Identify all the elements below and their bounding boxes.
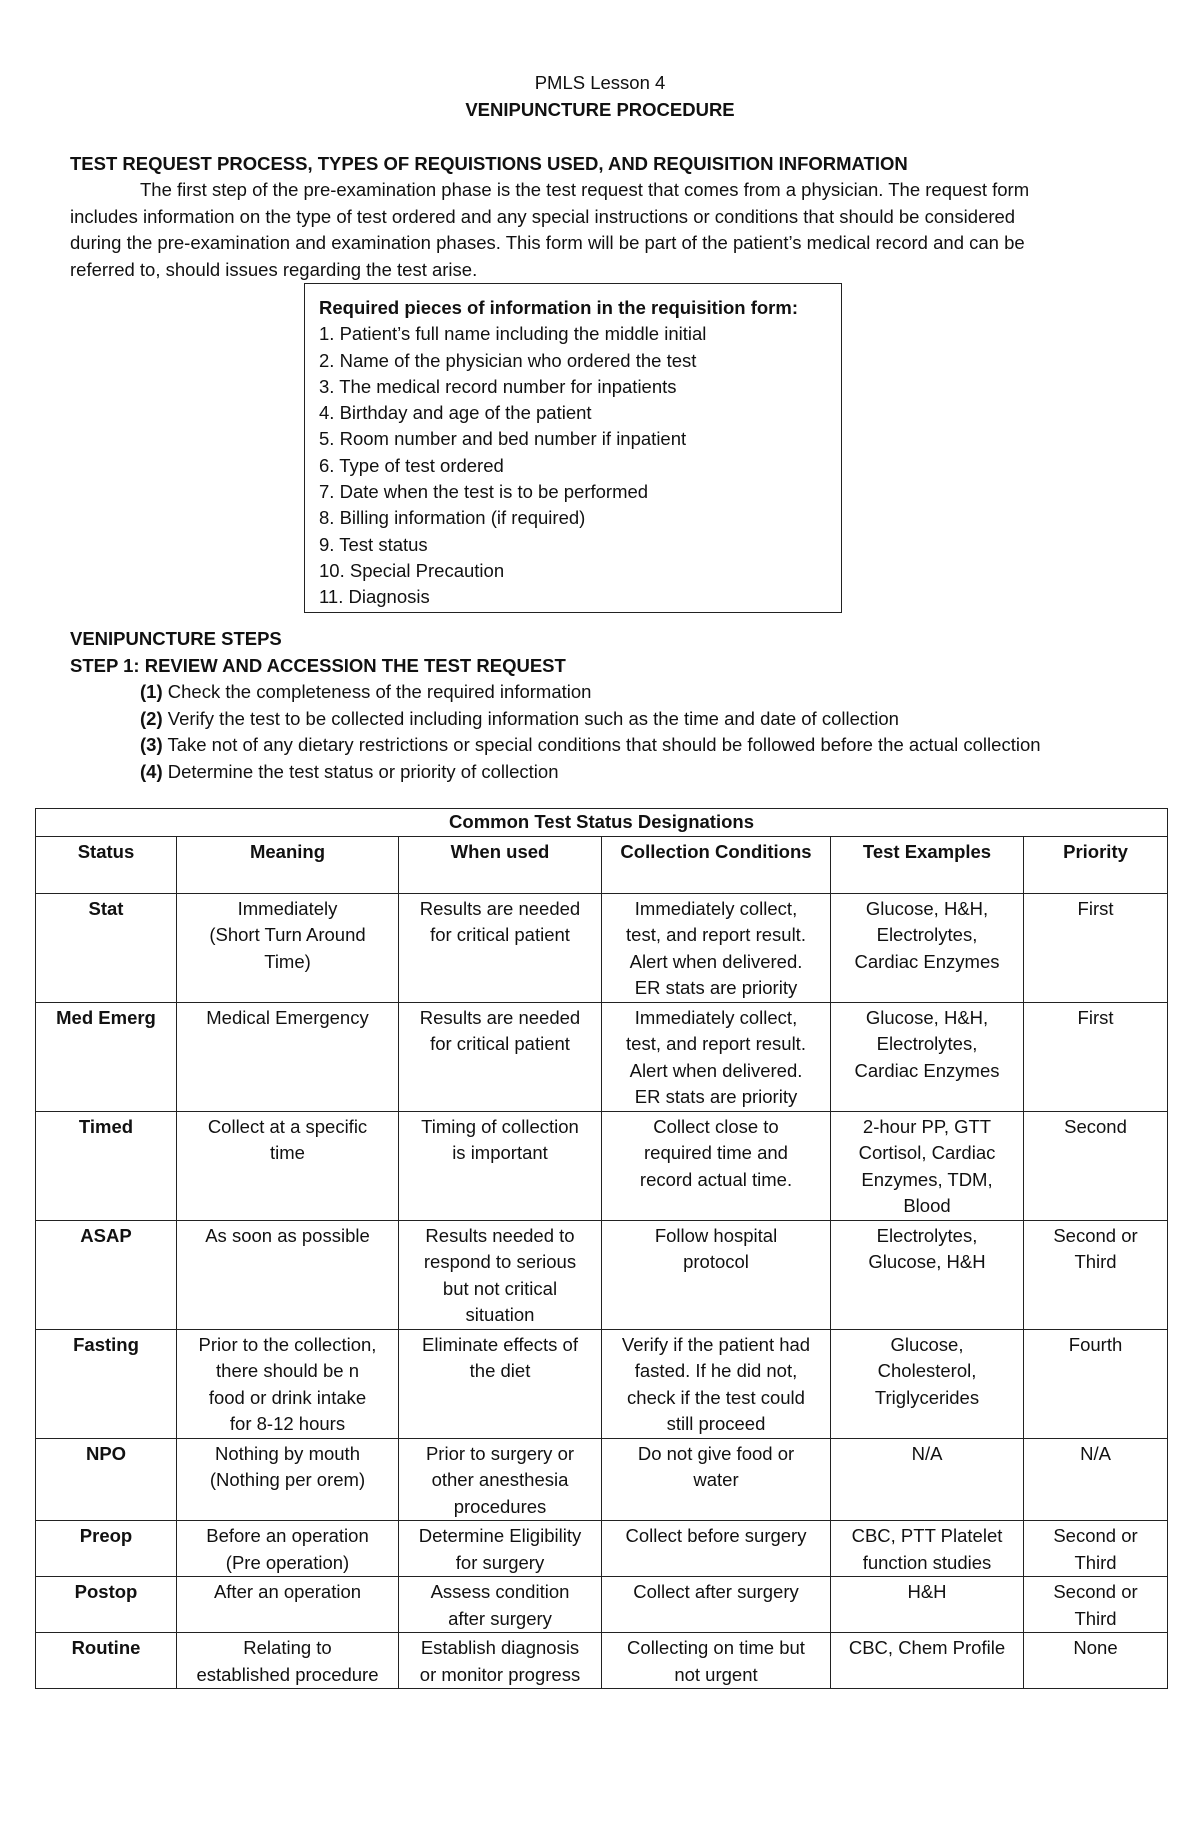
table-cell: CBC, Chem Profile <box>831 1633 1024 1689</box>
step-item-text: Determine the test status or priority of collection <box>167 760 559 782</box>
table-cell: Prior to surgery or other anesthesia procedures <box>399 1438 602 1521</box>
requisition-item: 10. Special Precaution <box>319 559 505 581</box>
table-cell: Relating to established procedure <box>177 1633 399 1689</box>
paragraph-line: The first step of the pre-examination phase is the test request that comes from a physician. The request form <box>140 179 1030 200</box>
status-cell: Routine <box>36 1633 177 1689</box>
page-title: VENIPUNCTURE PROCEDURE <box>465 99 735 120</box>
paragraph-line: includes information on the type of test ordered and any special instructions or conditions that should be considered <box>70 205 1016 227</box>
table-cell: Establish diagnosis or monitor progress <box>399 1633 602 1689</box>
requisition-item-number: 10 <box>319 559 340 581</box>
requisition-item-text: Patient’s full name including the middle initial <box>339 323 707 345</box>
table-cell: Immediately collect, test, and report result. Alert when delivered. ER stats are priority <box>602 1002 831 1111</box>
table-cell: Medical Emergency <box>177 1002 399 1111</box>
requisition-item-number: 6 <box>319 454 330 476</box>
requisition-info-box <box>304 283 842 613</box>
requisition-item-text: Diagnosis <box>348 586 430 608</box>
table-cell: Determine Eligibility for surgery <box>399 1521 602 1577</box>
table-cell: N/A <box>831 1438 1024 1521</box>
status-cell: Fasting <box>36 1329 177 1438</box>
table-cell: Results are needed for critical patient <box>399 893 602 1002</box>
table-cell: After an operation <box>177 1577 399 1633</box>
table-cell: Before an operation (Pre operation) <box>177 1521 399 1577</box>
table-cell: As soon as possible <box>177 1220 399 1329</box>
table-cell: Follow hospital protocol <box>602 1220 831 1329</box>
table-cell: Assess condition after surgery <box>399 1577 602 1633</box>
requisition-item-text: Test status <box>339 533 428 555</box>
requisition-item: 7. Date when the test is to be performed <box>319 481 649 503</box>
status-cell: Preop <box>36 1521 177 1577</box>
table-row <box>36 893 1168 1002</box>
status-cell: Postop <box>36 1577 177 1633</box>
test-status-table <box>35 808 1168 1689</box>
table-cell: Second or Third <box>1024 1220 1168 1329</box>
table-cell: Timing of collection is important <box>399 1111 602 1220</box>
table-cell: None <box>1024 1633 1168 1689</box>
table-cell: Second or Third <box>1024 1577 1168 1633</box>
requisition-item-number: 8 <box>319 507 330 529</box>
column-header: Meaning <box>177 836 399 893</box>
table-cell: Results are needed for critical patient <box>399 1002 602 1111</box>
status-cell: NPO <box>36 1438 177 1521</box>
requisition-item-number: 5 <box>319 428 330 450</box>
column-header: Collection Conditions <box>602 836 831 893</box>
table-cell: Results needed to respond to serious but not critical situation <box>399 1220 602 1329</box>
status-cell: Stat <box>36 893 177 1002</box>
test-request-paragraph <box>70 177 1130 283</box>
requisition-item: 4. Birthday and age of the patient <box>319 402 592 424</box>
step-item <box>70 732 1041 759</box>
requisition-item-text: Billing information (if required) <box>339 507 586 529</box>
step-item-number: (1) <box>140 681 163 702</box>
requisition-item-number: 1 <box>319 323 330 345</box>
column-header: Status <box>36 836 177 893</box>
requisition-item-number: 9 <box>319 533 330 555</box>
step-item-text: Verify the test to be collected including information such as the time and date of collection <box>167 707 899 729</box>
table-cell: Prior to the collection, there should be n food or drink intake for 8-12 hours <box>177 1329 399 1438</box>
table-body <box>36 893 1168 1689</box>
table-row <box>36 1111 1168 1220</box>
table-cell: Collect at a specific time <box>177 1111 399 1220</box>
table-cell: Do not give food or water <box>602 1438 831 1521</box>
column-header: Test Examples <box>831 836 1024 893</box>
requisition-item-number: 7 <box>319 481 330 503</box>
requisition-item-number: 11 <box>319 586 339 608</box>
table-row <box>36 1577 1168 1633</box>
table-row <box>36 1521 1168 1577</box>
table-row <box>36 1329 1168 1438</box>
table-cell: Eliminate effects of the diet <box>399 1329 602 1438</box>
table-cell: CBC, PTT Platelet function studies <box>831 1521 1024 1577</box>
requisition-item: 5. Room number and bed number if inpatient <box>319 428 687 450</box>
lesson-label: PMLS Lesson 4 <box>534 72 666 93</box>
table-cell: Second or Third <box>1024 1521 1168 1577</box>
requisition-item: 2. Name of the physician who ordered the test <box>319 349 697 371</box>
table-cell: Collect after surgery <box>602 1577 831 1633</box>
requisition-item-text: Name of the physician who ordered the test <box>339 349 697 371</box>
table-cell: First <box>1024 1002 1168 1111</box>
requisition-item: 8. Billing information (if required) <box>319 507 586 529</box>
step-item <box>70 706 1041 733</box>
requisition-item-text: Type of test ordered <box>339 454 504 476</box>
table-cell: H&H <box>831 1577 1024 1633</box>
requisition-item-text: Special Precaution <box>349 559 505 581</box>
table-cell: Glucose, Cholesterol, Triglycerides <box>831 1329 1024 1438</box>
status-cell: Med Emerg <box>36 1002 177 1111</box>
requisition-item: 1. Patient’s full name including the middle initial <box>319 323 707 345</box>
paragraph-line: during the pre-examination and examination phases. This form will be part of the patient’s medical record and can be <box>70 232 1025 253</box>
requisition-item-text: Room number and bed number if inpatient <box>339 428 687 450</box>
venipuncture-steps <box>70 626 1041 785</box>
requisition-item-text: The medical record number for inpatients <box>339 375 677 397</box>
table-cell: Glucose, H&H, Electrolytes, Cardiac Enzymes <box>831 893 1024 1002</box>
table-cell: Immediately (Short Turn Around Time) <box>177 893 399 1002</box>
table-cell: N/A <box>1024 1438 1168 1521</box>
paragraph-line: referred to, should issues regarding the test arise. <box>70 258 478 280</box>
table-header-row <box>36 836 1168 893</box>
step1-list <box>70 679 1041 785</box>
table-cell: Nothing by mouth (Nothing per orem) <box>177 1438 399 1521</box>
table-cell: Collecting on time but not urgent <box>602 1633 831 1689</box>
table-row <box>36 1220 1168 1329</box>
status-cell: ASAP <box>36 1220 177 1329</box>
step-item <box>70 759 1041 786</box>
requisition-item: 6. Type of test ordered <box>319 454 504 476</box>
table-cell: Collect before surgery <box>602 1521 831 1577</box>
table-cell: Collect close to required time and record actual time. <box>602 1111 831 1220</box>
requisition-item: 9. Test status <box>319 533 428 555</box>
step-item-number: (2) <box>140 707 163 729</box>
step1-heading: STEP 1: REVIEW AND ACCESSION THE TEST REQUEST <box>70 654 566 676</box>
table-row <box>36 1438 1168 1521</box>
column-header: When used <box>399 836 602 893</box>
table-cell: Verify if the patient had fasted. If he did not, check if the test could still proceed <box>602 1329 831 1438</box>
table-cell: Glucose, H&H, Electrolytes, Cardiac Enzymes <box>831 1002 1024 1111</box>
table-cell: Immediately collect, test, and report result. Alert when delivered. ER stats are priority <box>602 893 831 1002</box>
column-header: Priority <box>1024 836 1168 893</box>
venipuncture-heading: VENIPUNCTURE STEPS <box>70 628 282 649</box>
requisition-box-title: Required pieces of information in the requisition form: <box>319 297 798 318</box>
table-cell: Fourth <box>1024 1329 1168 1438</box>
table-cell: 2-hour PP, GTT Cortisol, Cardiac Enzymes, TDM, Blood <box>831 1111 1024 1220</box>
table-cell: Second <box>1024 1111 1168 1220</box>
table-row <box>36 1633 1168 1689</box>
table-row <box>36 1002 1168 1111</box>
table-caption: Common Test Status Designations <box>36 809 1168 837</box>
requisition-item-text: Birthday and age of the patient <box>339 402 592 424</box>
step-item-number: (3) <box>140 734 163 755</box>
requisition-item-text: Date when the test is to be performed <box>339 481 649 503</box>
requisition-item-number: 2 <box>319 349 330 371</box>
table-cell: First <box>1024 893 1168 1002</box>
step-item-text: Take not of any dietary restrictions or special conditions that should be followed before the actual collection <box>167 734 1041 755</box>
step-item-text: Check the completeness of the required information <box>167 681 592 702</box>
requisition-item-number: 4 <box>319 402 330 424</box>
table-cell: Electrolytes, Glucose, H&H <box>831 1220 1024 1329</box>
status-cell: Timed <box>36 1111 177 1220</box>
requisition-item: 11. Diagnosis <box>319 586 430 608</box>
requisition-item: 3. The medical record number for inpatients <box>319 375 677 397</box>
requisition-item-number: 3 <box>319 375 330 397</box>
step-item <box>70 679 1041 706</box>
step-item-number: (4) <box>140 760 163 782</box>
test-request-heading: TEST REQUEST PROCESS, TYPES OF REQUISTIONS USED, AND REQUISITION INFORMATION <box>70 153 908 174</box>
requisition-list <box>319 321 827 610</box>
